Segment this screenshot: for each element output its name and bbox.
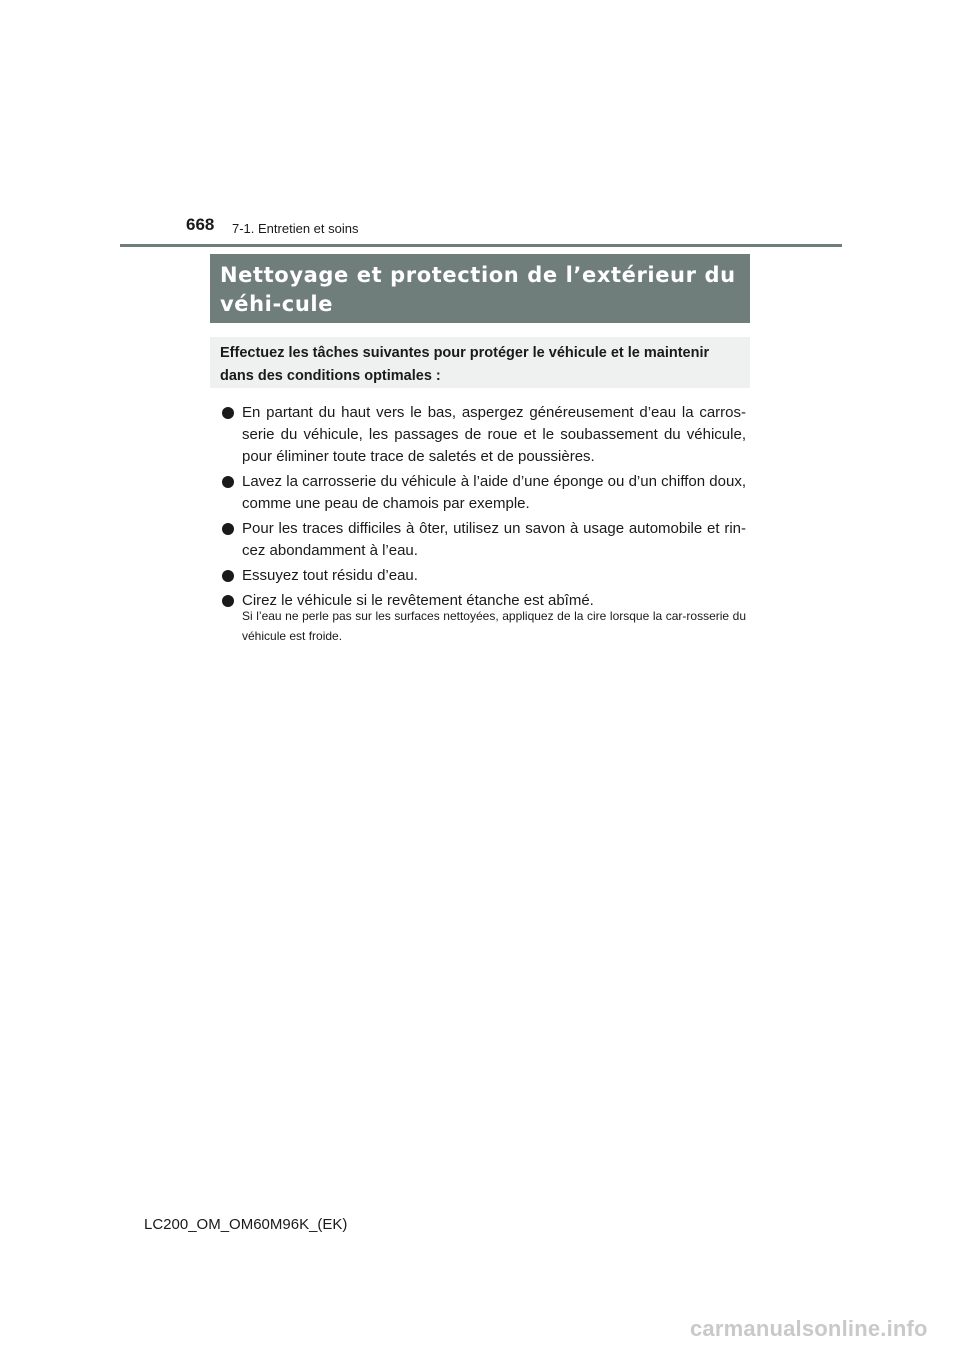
- list-item: [222, 518, 746, 562]
- note-text: Si l’eau ne perle pas sur les surfaces nettoyées, appliquez de la cire lorsque la car-rosserie du véhicule est froide.: [242, 609, 746, 643]
- title-bar: [210, 254, 750, 323]
- bullet-icon: [222, 523, 234, 535]
- list-item-text: En partant du haut vers le bas, aspergez généreusement d’eau la carros-serie du véhicule, les passages de roue et le soubassement du véhicule, pour éliminer toute trace de saletés et de poussières.: [242, 404, 746, 465]
- bullet-icon: [222, 595, 234, 607]
- intro-box: [210, 337, 750, 388]
- list-item-text: Essuyez tout résidu d’eau.: [242, 567, 418, 584]
- header-rule: [120, 244, 842, 247]
- page-number: 668: [186, 215, 215, 234]
- bullet-list: [222, 402, 746, 615]
- intro-text: Effectuez les tâches suivantes pour protéger le véhicule et le maintenir dans des conditions optimales :: [220, 345, 710, 384]
- list-item: [222, 402, 746, 468]
- list-item: [222, 471, 746, 515]
- list-item-text: Lavez la carrosserie du véhicule à l’aide d’une éponge ou d’un chiffon doux, comme une peau de chamois par exemple.: [242, 473, 746, 512]
- bullet-icon: [222, 407, 234, 419]
- list-item-text: Cirez le véhicule si le revêtement étanche est abîmé.: [242, 592, 594, 609]
- list-item-text: Pour les traces difficiles à ôter, utilisez un savon à usage automobile et rin-cez abondamment à l’eau.: [242, 520, 746, 559]
- bullet-icon: [222, 570, 234, 582]
- section-label: 7-1. Entretien et soins: [232, 221, 359, 236]
- bullet-icon: [222, 476, 234, 488]
- document-code: LC200_OM_OM60M96K_(EK): [144, 1216, 348, 1233]
- list-item: [222, 565, 746, 587]
- watermark: carmanualsonline.info: [690, 1316, 928, 1341]
- page-title: Nettoyage et protection de l’extérieur du véhi-cule: [220, 263, 736, 316]
